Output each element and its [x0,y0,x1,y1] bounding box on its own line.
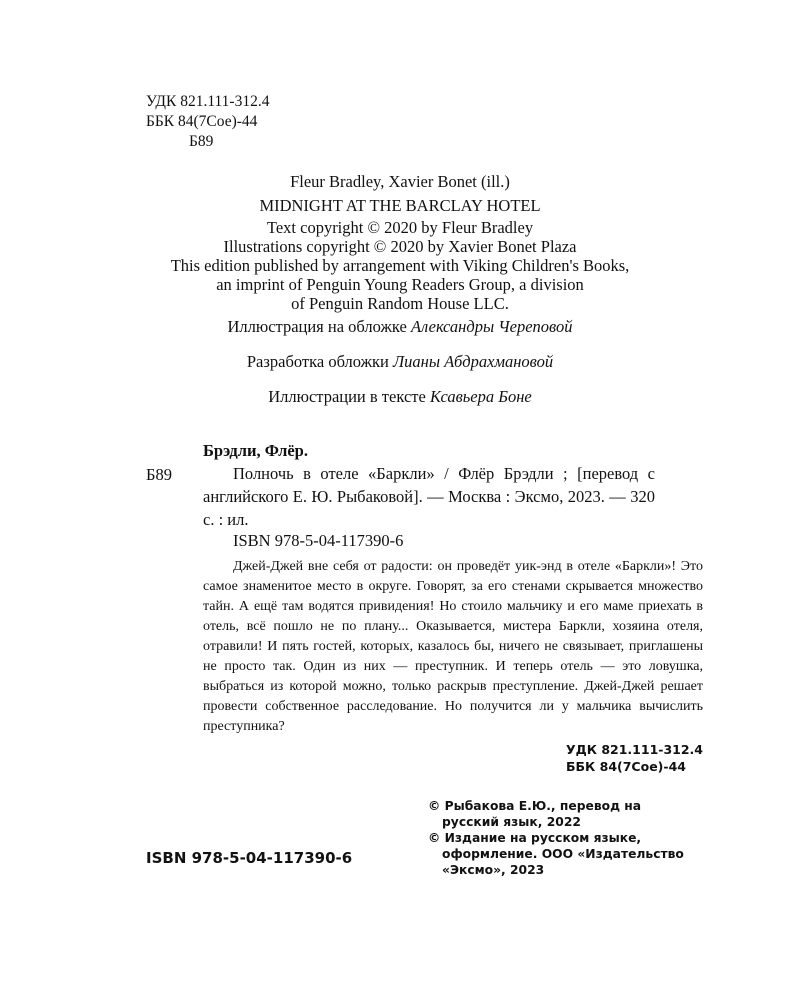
original-authors: Fleur Bradley, Xavier Bonet (ill.) [290,172,510,191]
translation-copyright: © Рыбакова Е.Ю., перевод на русский язык, 2022 [428,799,642,829]
catalog-entry-author: Брэдли, Флёр. [203,441,308,460]
book-annotation: Джей-Джей вне себя от радости: он проведёт уик-энд в отеле «Баркли»! Это самое знаменитое место в округе. Говорят, за его стенами скрывается множество тайн. А ещё там водятся привидения! Но стоило мальчику и его маме приехать в отель, всё пошло не по плану... Оказывается, мистера Баркли, хозяина отеля, отравили! И пять гостей, которых, казалось бы, ничего не связывает, приглашены не просто так. Один из них — преступник. И теперь отель — это ловушка, выбраться из которой можно, только раскрыв преступление. Джей-Джей решает провести собственное расследование. Но получится ли у мальчика вычислить преступника? [203,559,703,734]
bottom-classification-codes [566,741,703,775]
author-mark: Б89 [189,133,214,150]
isbn-bottom: ISBN 978-5-04-117390-6 [146,849,353,867]
copyright-line: of Penguin Random House LLC. [291,294,509,313]
credit-label: Иллюстрации в тексте [268,387,426,406]
original-title: MIDNIGHT AT THE BARCLAY HOTEL [259,196,541,215]
catalog-entry-isbn: ISBN 978-5-04-117390-6 [233,531,404,550]
credit-name: Лианы Абдрахмановой [393,352,554,371]
credit-text-illustrations [0,387,800,407]
catalog-entry-code: Б89 [146,465,172,484]
credit-cover-illustration [0,317,800,337]
udk-code: УДК 821.111-312.4 [146,93,270,110]
bbk-code: ББК 84(7Сое)-44 [146,113,258,130]
udk-code: УДК 821.111-312.4 [566,742,703,757]
original-copyright-block [0,218,800,313]
copyright-line: an imprint of Penguin Young Readers Group, a division [216,275,584,294]
copyright-line: Text copyright © 2020 by Fleur Bradley [266,218,534,237]
copyright-line: This edition published by arrangement with Viking Children's Books, [170,256,630,275]
edition-copyright: © Издание на русском языке, оформление. ООО «Издательство «Эксмо», 2023 [428,831,684,877]
credit-label: Разработка обложки [246,352,389,371]
credit-cover-design [0,352,800,372]
credit-name: Ксавьера Боне [429,387,532,406]
original-edition-block [0,170,800,218]
copyright-notices [428,798,698,878]
top-classification-codes [146,92,269,152]
bbk-code: ББК 84(7Сое)-44 [566,759,686,774]
credit-label: Иллюстрация на обложке [227,317,407,336]
credit-name: Александры Череповой [410,317,573,336]
catalog-entry-body: Полночь в отеле «Баркли» / Флёр Брэдли ; [перевод с английского Е. Ю. Рыбаковой]. — Москва : Эксмо, 2023. — 320 с. : ил. [203,464,655,529]
copyright-line: Illustrations copyright © 2020 by Xavier Bonet Plaza [223,237,577,256]
